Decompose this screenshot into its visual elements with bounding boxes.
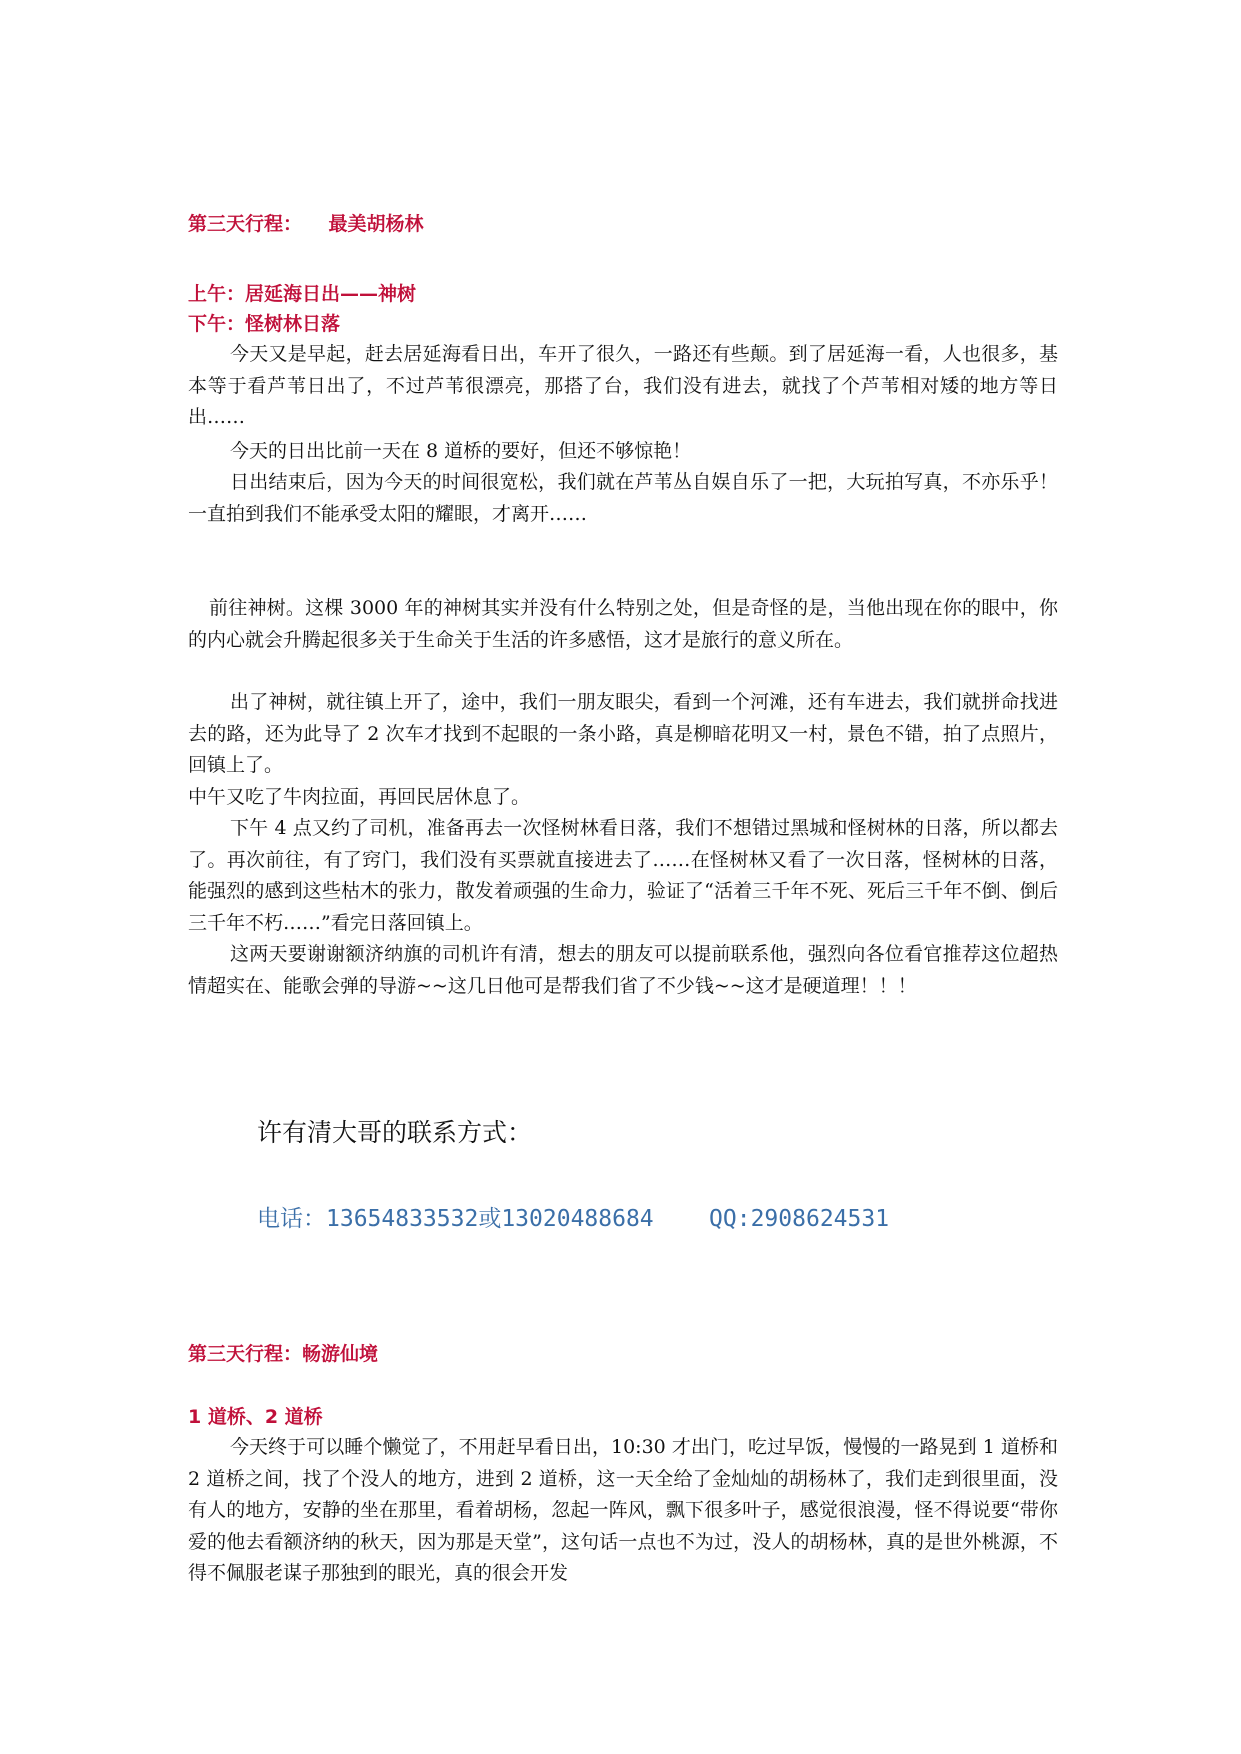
- paragraph-driver: 这两天要谢谢额济纳旗的司机许有清，想去的朋友可以提前联系他，强烈向各位看官推荐这位超热情超实在、能歌会弹的导游~~这几日他可是帮我们省了不少钱~~这才是硬道理！！！: [188, 943, 1058, 997]
- paragraph-river: 出了神树，就往镇上开了，途中，我们一朋友眼尖，看到一个河滩，还有车进去，我们就拼命找进去的路，还为此导了 2 次车才找到不起眼的一条小路，真是柳暗花明又一村，景色不错，拍了点照片，回镇上了。: [188, 691, 1058, 776]
- qq-number: QQ:2908624531: [709, 1206, 890, 1232]
- phone-number-2: 13020488684: [501, 1206, 654, 1232]
- bridges-heading: 1 道桥、2 道桥: [188, 1406, 323, 1428]
- paragraph-early-rise: 今天又是早起，赶去居延海看日出，车开了很久，一路还有些颠。到了居延海一看，人也很多，基本等于看芦苇日出了，不过芦苇很漂亮，那搭了台，我们没有进去，就找了个芦苇相对矮的地方等日出……: [188, 343, 1058, 428]
- paragraph-sunrise: 今天的日出比前一天在 8 道桥的要好，但还不够惊艳！: [230, 440, 692, 462]
- paragraph-sunset: 下午 4 点又约了司机，准备再去一次怪树林看日落，我们不想错过黑城和怪树林的日落，所以都去了。再次前往，有了窍门，我们没有买票就直接进去了……在怪树林又看了一次日落，怪树林的日落，能强烈的感到这些枯木的张力，散发着顽强的生命力，验证了“活着三千年不死、死后三千年不倒、倒后三千年不朽……”看完日落回镇上。: [188, 817, 1058, 934]
- paragraph-photo: 日出结束后，因为今天的时间很宽松，我们就在芦苇丛自娱自乐了一把，大玩拍写真，不亦乐乎！一直拍到我们不能承受太阳的耀眼，才离开……: [188, 471, 1058, 525]
- day3-title-2: 第三天行程：畅游仙境: [188, 1343, 379, 1365]
- paragraph-lunch: 中午又吃了牛肉拉面，再回民居休息了。: [188, 786, 531, 808]
- paragraph-sleep-in: 今天终于可以睡个懒觉了，不用赶早看日出，10:30 才出门，吃过早饭，慢慢的一路晃到 1 道桥和 2 道桥之间，找了个没人的地方，进到 2 道桥，这一天全给了金灿灿的胡杨林了，我们走到很里面，没有人的地方，安静的坐在那里，看着胡杨，忽起一阵风，飘下很多叶子，感觉很浪漫，怪不得说要“带你爱的他去看额济纳的秋天，因为那是天堂”，这句话一点也不为过，没人的胡杨林，真的是世外桃源，不得不佩服老谋子那独到的眼光，真的很会开发: [188, 1436, 1058, 1584]
- contact-line: [257, 1200, 889, 1233]
- day3-title: 第三天行程： 最美胡杨林: [188, 213, 424, 235]
- paragraph-sacred-tree: 前往神树。这棵 3000 年的神树其实并没有什么特别之处，但是奇怪的是，当他出现在你的眼中，你的内心就会升腾起很多关于生命关于生活的许多感悟，这才是旅行的意义所在。: [188, 597, 1058, 651]
- phone-label: 电话：: [257, 1206, 326, 1232]
- contact-title: 许有清大哥的联系方式：: [257, 1118, 533, 1147]
- afternoon-heading: 下午：怪树林日落: [188, 313, 341, 335]
- phone-number-1: 13654833532: [326, 1206, 479, 1232]
- morning-heading: 上午：居延海日出——神树: [188, 283, 417, 305]
- or-text: 或: [478, 1206, 502, 1232]
